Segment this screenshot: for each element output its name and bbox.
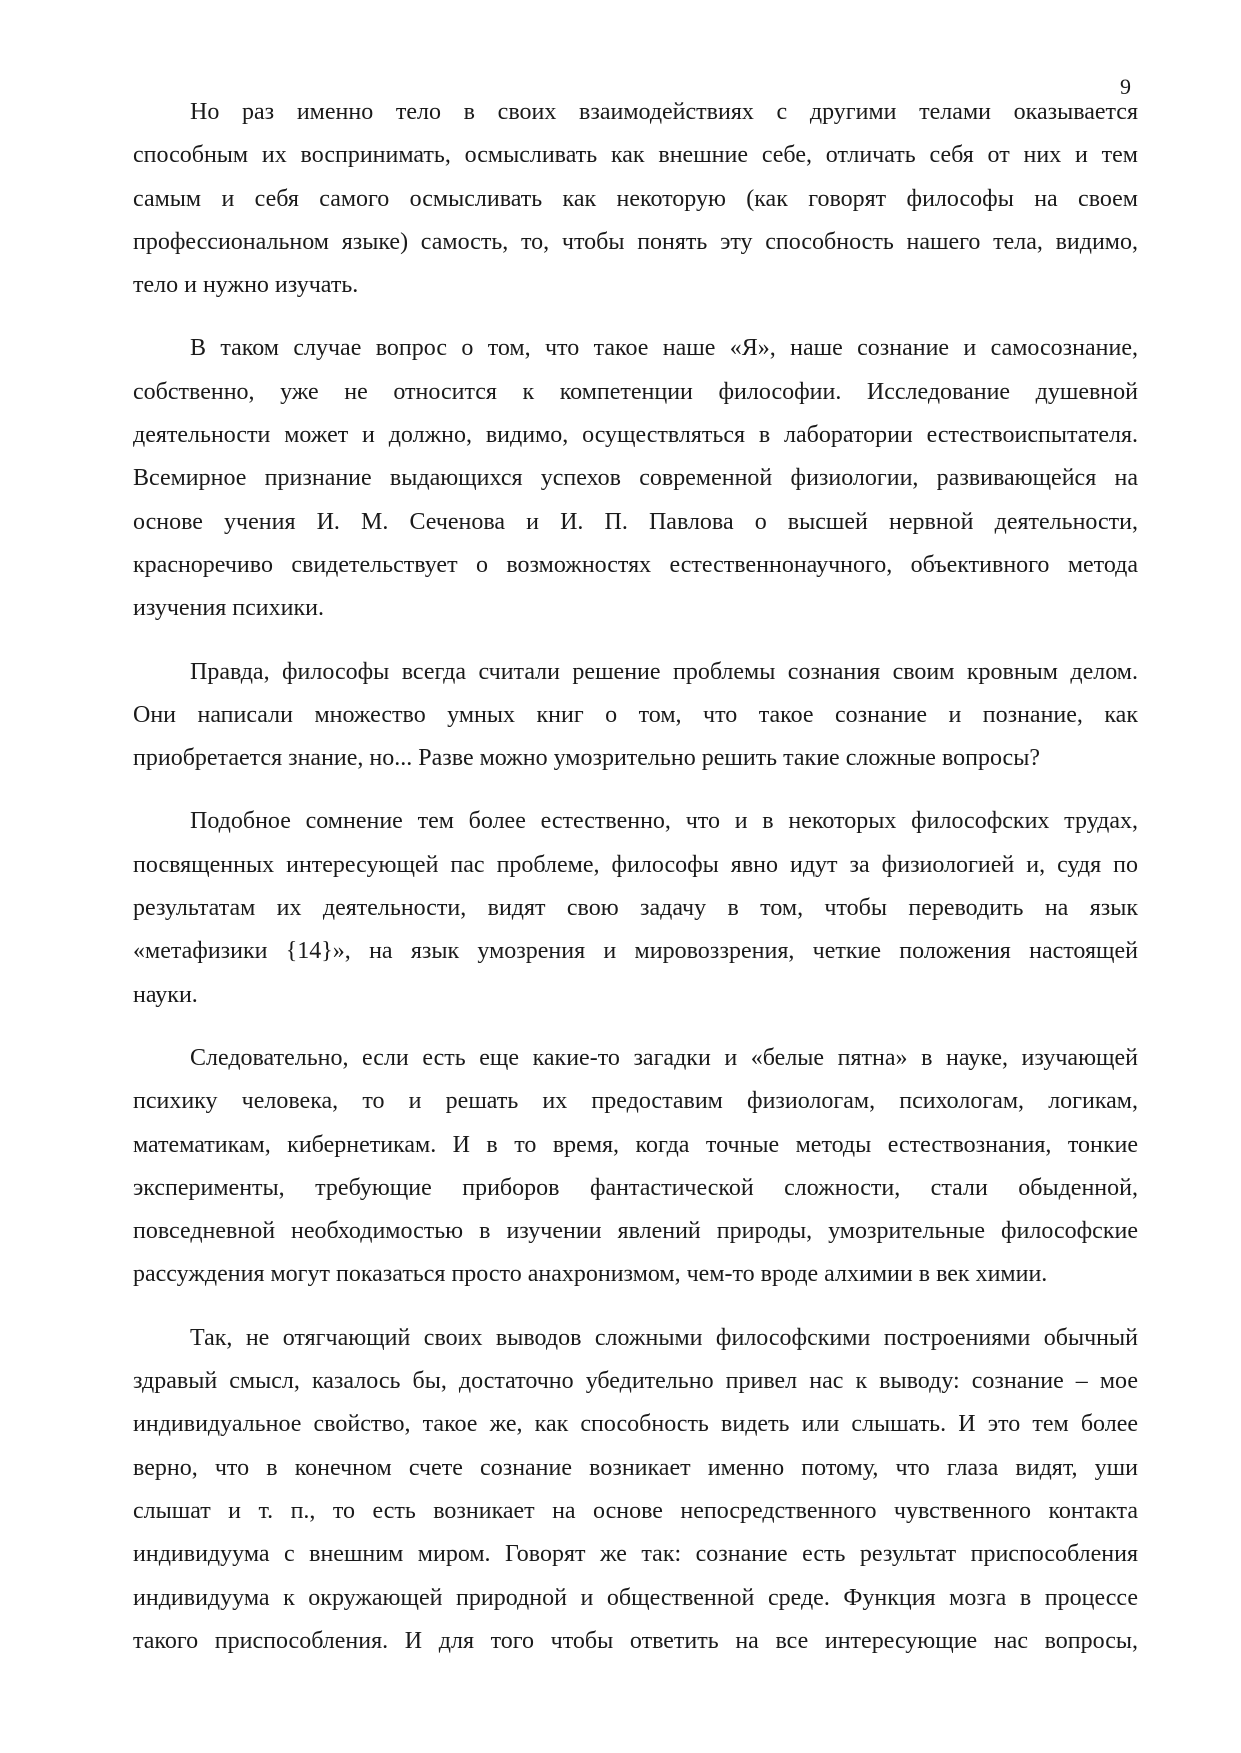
- text-line: приобретается знание, но... Разве можно умозрительно решить такие сложные вопросы?: [133, 745, 1040, 772]
- text-line: посвященных интересующей пас проблеме, философы явно идут за физиологией и, судя по: [133, 851, 1138, 878]
- text-line: тело и нужно изучать.: [133, 272, 359, 299]
- text-line: самым и себя самого осмысливать как некоторую (как говорят философы на своем: [133, 185, 1138, 212]
- text-line: Всемирное признание выдающихся успехов современной физиологии, развивающейся на: [133, 465, 1138, 492]
- text-line: Но раз именно тело в своих взаимодействиях с другими телами оказывается: [190, 99, 1138, 125]
- text-line: эксперименты, требующие приборов фантастической сложности, стали обыденной,: [133, 1174, 1138, 1201]
- text-line: Так, не отягчающий своих выводов сложными философскими построениями обычный: [190, 1324, 1138, 1351]
- text-line: способным их воспринимать, осмысливать как внешние себе, отличать себя от них и тем: [133, 142, 1138, 169]
- paragraph: [133, 1317, 1138, 1663]
- text-line: индивидуума к окружающей природной и общественной среде. Функция мозга в процессе: [133, 1584, 1138, 1611]
- text-line: профессиональном языке) самость, то, чтобы понять эту способность нашего тела, видимо,: [133, 228, 1138, 255]
- text-line: основе учения И. М. Сеченова и И. П. Павлова о высшей нервной деятельности,: [133, 508, 1138, 535]
- text-line: такого приспособления. И для того чтобы ответить на все интересующие нас вопросы,: [133, 1627, 1138, 1654]
- document-body: [133, 91, 1138, 1683]
- paragraph: [133, 800, 1138, 1016]
- text-line: верно, что в конечном счете сознание возникает именно потому, что глаза видят, уши: [133, 1454, 1138, 1481]
- text-line: изучения психики.: [133, 595, 324, 622]
- text-line: Следовательно, если есть еще какие-то загадки и «белые пятна» в науке, изучающей: [190, 1044, 1138, 1071]
- text-line: красноречиво свидетельствует о возможностях естественнонаучного, объективного метода: [133, 551, 1138, 578]
- text-line: Подобное сомнение тем более естественно, что и в некоторых философских трудах,: [190, 808, 1138, 835]
- text-line: здравый смысл, казалось бы, достаточно убедительно привел нас к выводу: сознание – мое: [133, 1368, 1138, 1395]
- text-line: математикам, кибернетикам. И в то время, когда точные методы естествознания, тонкие: [133, 1131, 1138, 1158]
- text-line: повседневной необходимостью в изучении явлений природы, умозрительные философские: [133, 1218, 1138, 1245]
- text-line: В таком случае вопрос о том, что такое наше «Я», наше сознание и самосознание,: [190, 335, 1138, 362]
- text-line: индивидуальное свойство, такое же, как способность видеть или слышать. И это тем более: [133, 1411, 1138, 1438]
- text-line: слышат и т. п., то есть возникает на основе непосредственного чувственного контакта: [133, 1497, 1138, 1524]
- paragraph: [133, 1037, 1138, 1297]
- text-line: собственно, уже не относится к компетенции философии. Исследование душевной: [133, 378, 1138, 405]
- page-number: 9: [1120, 74, 1131, 99]
- text-line: результатам их деятельности, видят свою задачу в том, чтобы переводить на язык: [133, 895, 1138, 922]
- paragraph: [133, 327, 1138, 630]
- text-line: рассуждения могут показаться просто анахронизмом, чем-то вроде алхимии в век химии.: [133, 1261, 1048, 1288]
- text-line: деятельности может и должно, видимо, осуществляться в лаборатории естествоиспытателя.: [133, 422, 1138, 449]
- text-line: индивидуума с внешним миром. Говорят же так: сознание есть результат приспособления: [133, 1541, 1138, 1568]
- text-line: Они написали множество умных книг о том, что такое сознание и познание, как: [133, 701, 1138, 728]
- text-line: психику человека, то и решать их предоставим физиологам, психологам, логикам,: [133, 1088, 1138, 1115]
- text-line: «метафизики {14}», на язык умозрения и мировоззрения, четкие положения настоящей: [133, 938, 1138, 965]
- text-line: науки.: [133, 981, 198, 1008]
- text-line: Правда, философы всегда считали решение проблемы сознания своим кровным делом.: [190, 658, 1138, 685]
- paragraph: [133, 91, 1138, 307]
- paragraph: [133, 651, 1138, 781]
